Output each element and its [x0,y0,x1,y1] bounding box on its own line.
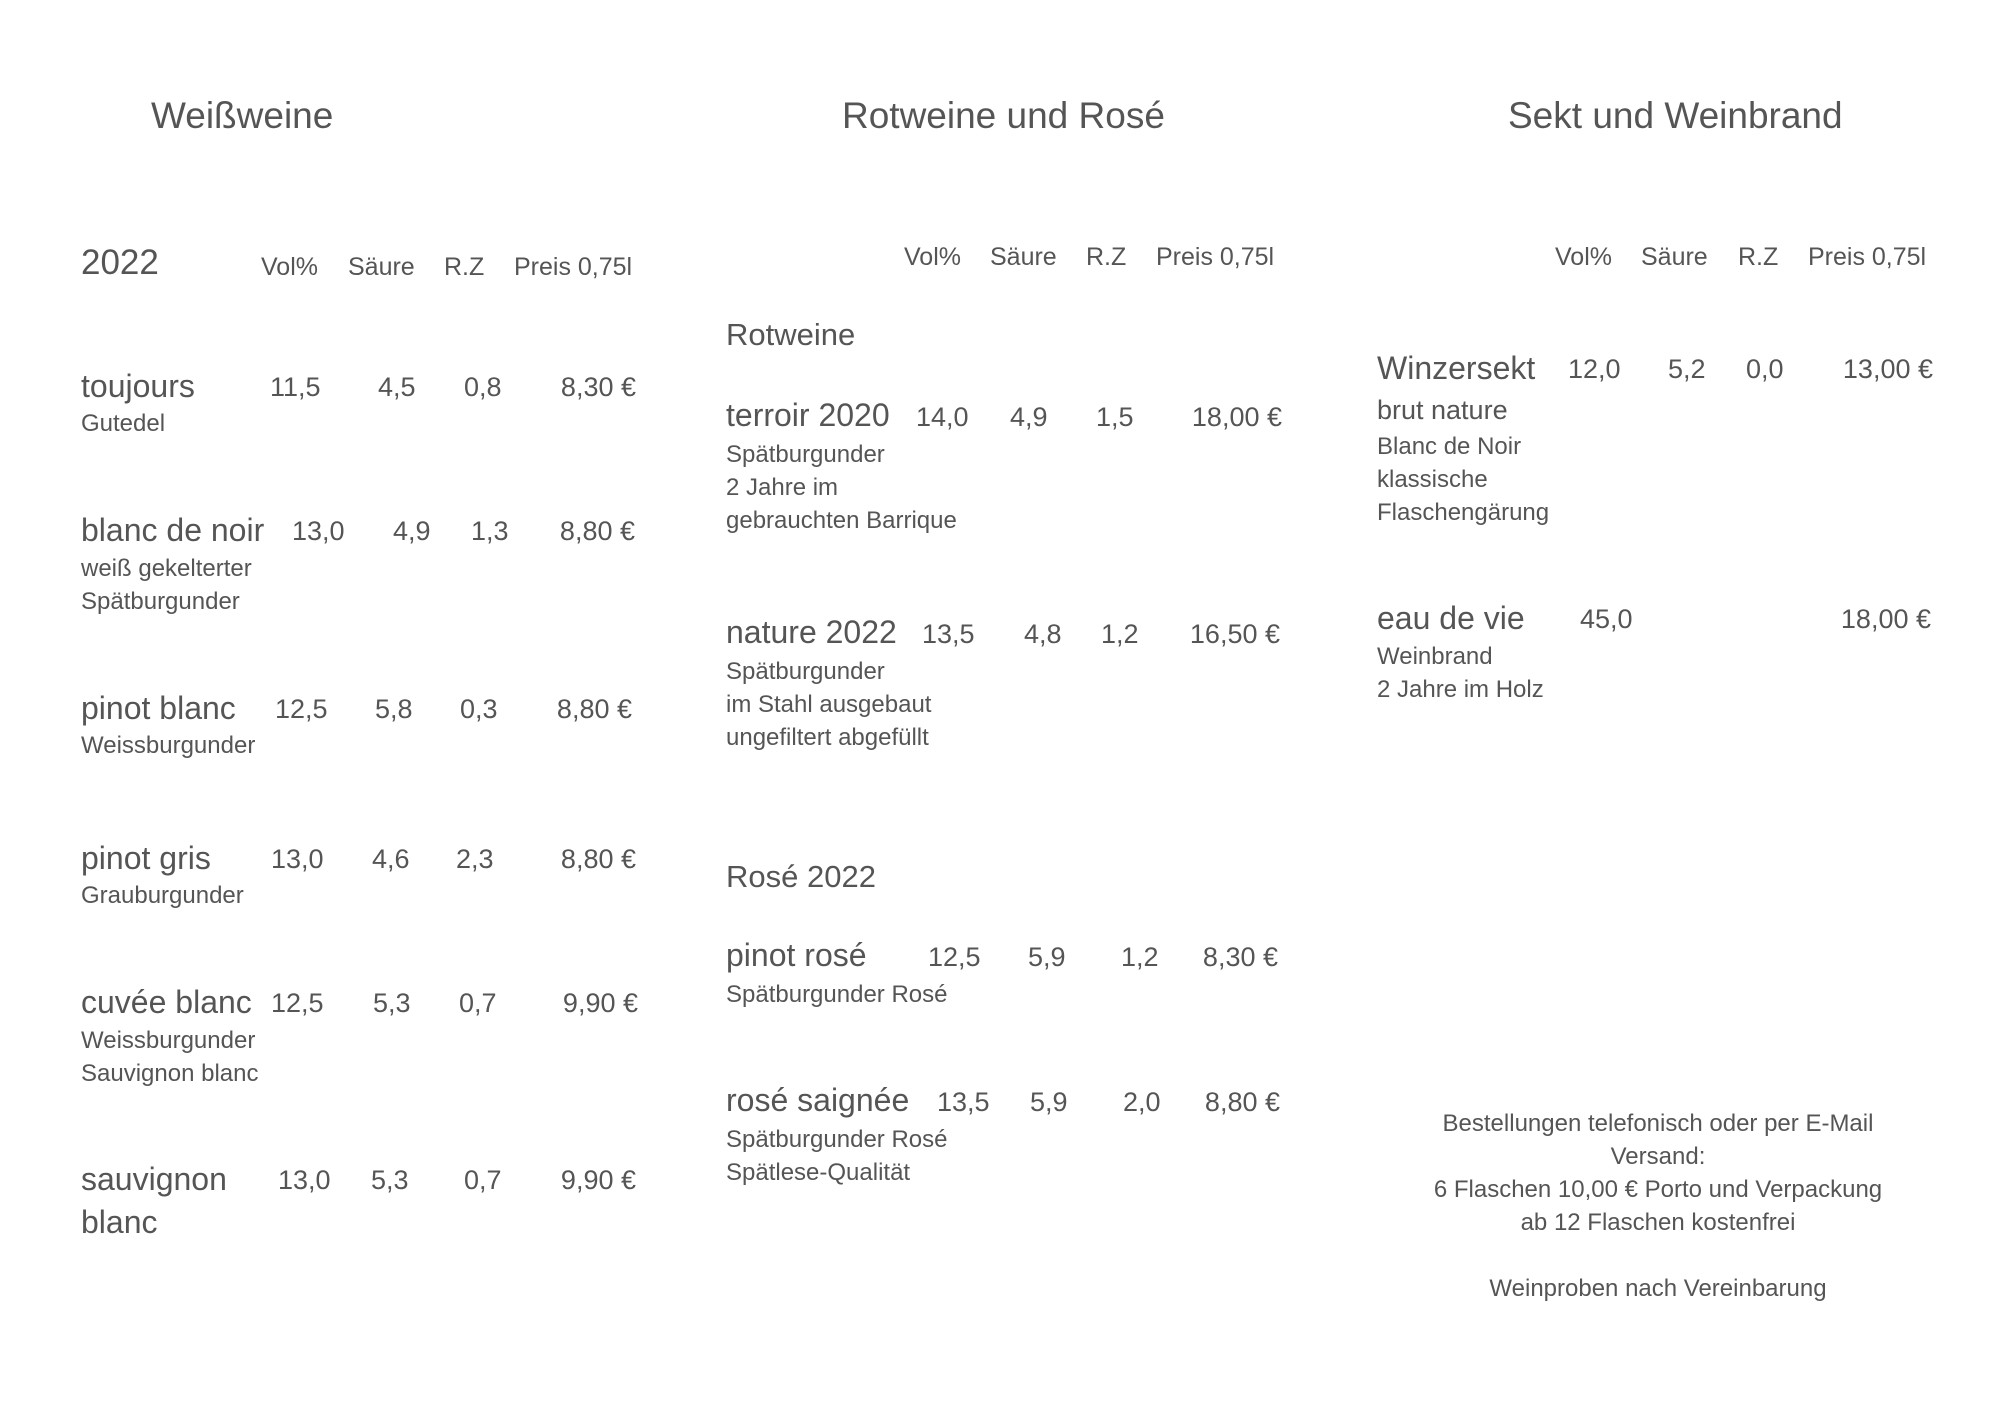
wine-description: Spätburgunder Rosé [726,1126,948,1153]
wine-description: Flaschengärung [1377,499,1550,526]
wine-description: klassische [1377,466,1488,493]
wine-name: cuvée blanc [81,984,252,1020]
wine-vol: 13,0 [292,516,345,546]
order-info-line: Versand: [1610,1143,1706,1170]
wine-saeure: 4,8 [1024,619,1062,649]
wine-description: gebrauchten Barrique [726,507,957,534]
wine-name: toujours [81,368,195,404]
wine-description: Blanc de Noir [1377,433,1522,460]
wine-preis: 8,80 € [559,516,635,546]
wine-name: Winzersekt [1377,350,1536,386]
wine-name: eau de vie [1377,600,1525,636]
header-vol: Vol% [904,243,961,271]
section-title-sekt: Sekt und Weinbrand [1508,95,1843,136]
header-preis: Preis 0,75l [514,253,633,281]
wine-rz: 2,0 [1123,1087,1161,1117]
wine-name: nature 2022 [726,614,897,650]
wine-description: Spätlese-Qualität [726,1159,911,1186]
wine-description: Spätburgunder [726,658,885,685]
order-info-line: ab 12 Flaschen kostenfrei [1520,1209,1796,1236]
wine-rz: 1,3 [471,516,509,546]
wine-preis: 9,90 € [560,1165,636,1195]
wine-vol: 12,5 [928,942,981,972]
wine-rz: 1,2 [1101,619,1139,649]
wine-saeure: 4,9 [393,516,431,546]
wine-vol: 13,5 [922,619,975,649]
tasting-info: Weinproben nach Vereinbarung [1489,1275,1827,1302]
header-vol: Vol% [261,253,318,281]
wine-saeure: 5,8 [375,694,413,724]
wine-description: Spätburgunder [81,588,240,615]
wine-saeure: 5,2 [1668,354,1706,384]
wine-description: Grauburgunder [81,882,244,909]
header-saeure: Säure [990,243,1057,271]
wine-preis: 8,80 € [560,844,636,874]
section-title-white-wines: Weißweine [151,95,334,136]
header-preis: Preis 0,75l [1156,243,1275,271]
wine-saeure: 5,9 [1030,1087,1068,1117]
wine-name: blanc de noir [81,512,265,548]
wine-description: Spätburgunder [726,441,885,468]
wine-description: ungefiltert abgefüllt [726,724,929,751]
wine-vol: 12,5 [275,694,328,724]
wine-preis: 8,30 € [1202,942,1278,972]
wine-description: Gutedel [81,410,166,437]
order-info-line: Bestellungen telefonisch oder per E-Mail [1442,1110,1874,1137]
wine-saeure: 4,6 [372,844,410,874]
wine-rz: 0,7 [464,1165,502,1195]
wine-saeure: 5,9 [1028,942,1066,972]
header-vol: Vol% [1555,243,1612,271]
header-rz: R.Z [1738,243,1779,271]
wine-preis: 18,00 € [1840,604,1931,634]
wine-vol: 12,0 [1568,354,1621,384]
wine-rz: 0,7 [459,988,497,1018]
header-saeure: Säure [1641,243,1708,271]
wine-preis: 8,80 € [556,694,632,724]
order-info [1358,1107,1958,1305]
wine-description: Weissburgunder [81,732,256,759]
wine-description: Spätburgunder Rosé [726,981,948,1008]
wine-name: rosé saignée [726,1082,910,1118]
subtitle-rose: Rosé 2022 [726,859,876,894]
wine-description: Weinbrand [1377,643,1493,670]
header-rz: R.Z [1086,243,1127,271]
wine-preis: 8,80 € [1204,1087,1280,1117]
wine-saeure: 4,5 [378,372,416,402]
section-title-red-rose: Rotweine und Rosé [842,95,1165,136]
wine-rz: 1,2 [1121,942,1159,972]
header-preis: Preis 0,75l [1808,243,1927,271]
wine-description: im Stahl ausgebaut [726,691,932,718]
wine-name: pinot gris [81,840,211,876]
subtitle-red-wines: Rotweine [726,317,856,352]
wine-description: weiß gekelterter [81,555,252,582]
wine-name-line2: blanc [81,1204,158,1240]
wine-rz: 0,0 [1746,354,1784,384]
wine-rz: 0,8 [464,372,502,402]
header-rz: R.Z [444,253,485,281]
wine-preis: 16,50 € [1189,619,1280,649]
wine-name: pinot blanc [81,690,236,726]
wine-name: pinot rosé [726,937,867,973]
wine-vol: 14,0 [916,402,969,432]
wine-preis: 18,00 € [1191,402,1282,432]
wine-vol: 11,5 [270,372,321,402]
wine-rz: 0,3 [460,694,498,724]
wine-description: Sauvignon blanc [81,1060,259,1087]
header-saeure: Säure [348,253,415,281]
white-wines-year: 2022 [81,243,159,282]
wine-rz: 2,3 [456,844,494,874]
wine-vol: 13,0 [278,1165,331,1195]
wine-preis: 8,30 € [560,372,636,402]
wine-name-line2: brut nature [1377,395,1508,425]
wine-vol: 45,0 [1580,604,1633,634]
wine-description: 2 Jahre im Holz [1377,676,1544,703]
wine-saeure: 5,3 [373,988,411,1018]
wine-saeure: 5,3 [371,1165,409,1195]
wine-description: Weissburgunder [81,1027,256,1054]
wine-name: terroir 2020 [726,397,890,433]
wine-saeure: 4,9 [1010,402,1048,432]
wine-description: 2 Jahre im [726,474,839,501]
wine-vol: 13,5 [937,1087,990,1117]
wine-name: sauvignon [81,1161,227,1197]
wine-preis: 9,90 € [562,988,638,1018]
wine-vol: 12,5 [271,988,324,1018]
order-info-line: 6 Flaschen 10,00 € Porto und Verpackung [1433,1176,1883,1203]
wine-rz: 1,5 [1096,402,1134,432]
wine-vol: 13,0 [271,844,324,874]
wine-preis: 13,00 € [1842,354,1933,384]
